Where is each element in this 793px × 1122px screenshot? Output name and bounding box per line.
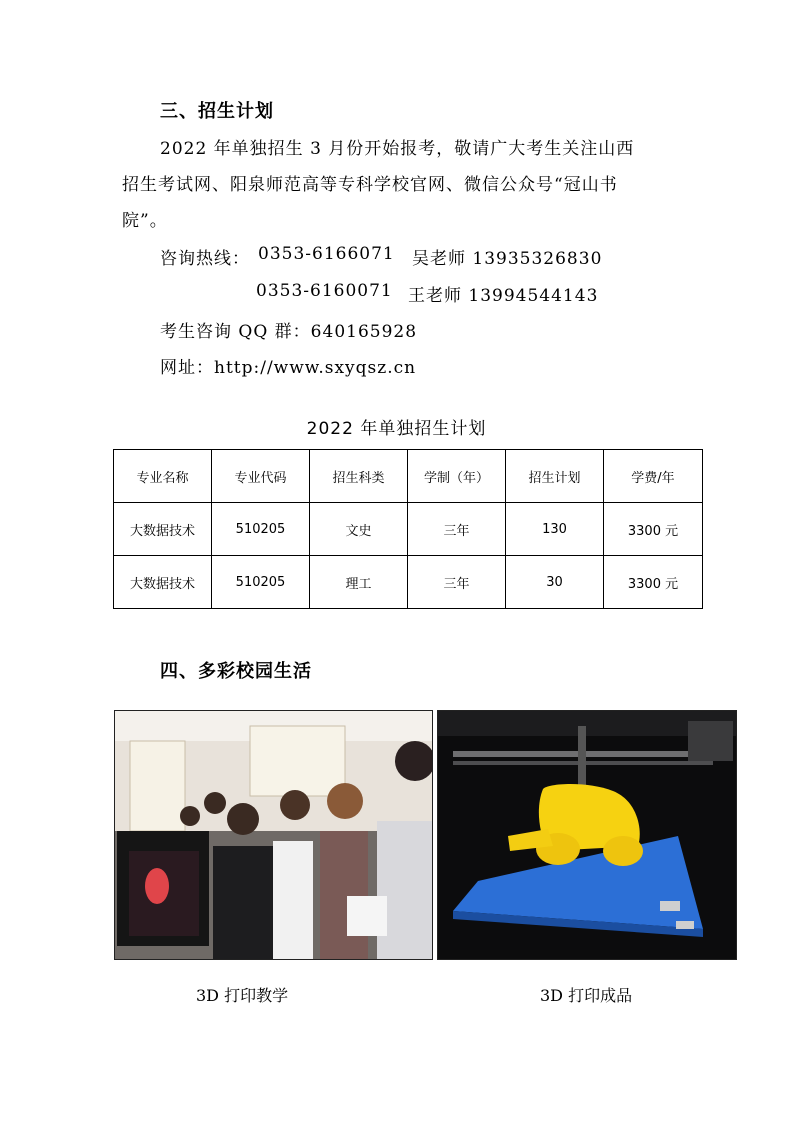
cell-tuition: 3300 元	[604, 503, 703, 556]
section4-heading: 四、多彩校园生活	[160, 661, 312, 682]
table-row	[114, 503, 703, 556]
cell-major-name: 大数据技术	[114, 556, 212, 609]
cell-quota: 130	[506, 503, 604, 556]
cell-major-name: 大数据技术	[114, 503, 212, 556]
cell-duration: 三年	[408, 503, 506, 556]
table-header-row	[114, 450, 703, 503]
cell-major-code: 510205	[212, 503, 310, 556]
qq-group: 考生咨询 QQ 群：640165928	[160, 322, 418, 342]
hotline-label: 咨询热线：	[160, 249, 250, 269]
photo-caption-1: 3D 打印教学	[196, 986, 289, 1005]
cell-duration: 三年	[408, 556, 506, 609]
printed-model-photo	[437, 710, 737, 960]
header-category: 招生科类	[310, 450, 408, 503]
contact-2: 王老师 13994544143	[408, 286, 599, 306]
header-quota: 招生计划	[506, 450, 604, 503]
website-link[interactable]: 网址：http://www.sxyqsz.cn	[160, 358, 417, 378]
header-major-name: 专业名称	[114, 450, 212, 503]
intro-line-3: 院”。	[122, 211, 168, 231]
hotline-2: 0353-6160071	[256, 281, 393, 301]
intro-line-1: 2022 年单独招生 3 月份开始报考，敬请广大考生关注山西	[160, 139, 635, 159]
classroom-photo	[114, 710, 433, 960]
header-duration: 学制（年）	[408, 450, 506, 503]
header-major-code: 专业代码	[212, 450, 310, 503]
enrollment-plan-table	[113, 449, 703, 609]
photo-caption-2: 3D 打印成品	[540, 986, 633, 1005]
cell-category: 文史	[310, 503, 408, 556]
cell-quota: 30	[506, 556, 604, 609]
cell-category: 理工	[310, 556, 408, 609]
hotline-1: 0353-6166071	[258, 244, 395, 264]
intro-line-2: 招生考试网、阳泉师范高等专科学校官网、微信公众号“冠山书	[122, 175, 618, 195]
contact-1: 吴老师 13935326830	[412, 249, 603, 269]
cell-major-code: 510205	[212, 556, 310, 609]
section3-heading: 三、招生计划	[160, 101, 274, 122]
table-row	[114, 556, 703, 609]
table-title: 2022 年单独招生计划	[306, 419, 487, 439]
header-tuition: 学费/年	[604, 450, 703, 503]
cell-tuition: 3300 元	[604, 556, 703, 609]
